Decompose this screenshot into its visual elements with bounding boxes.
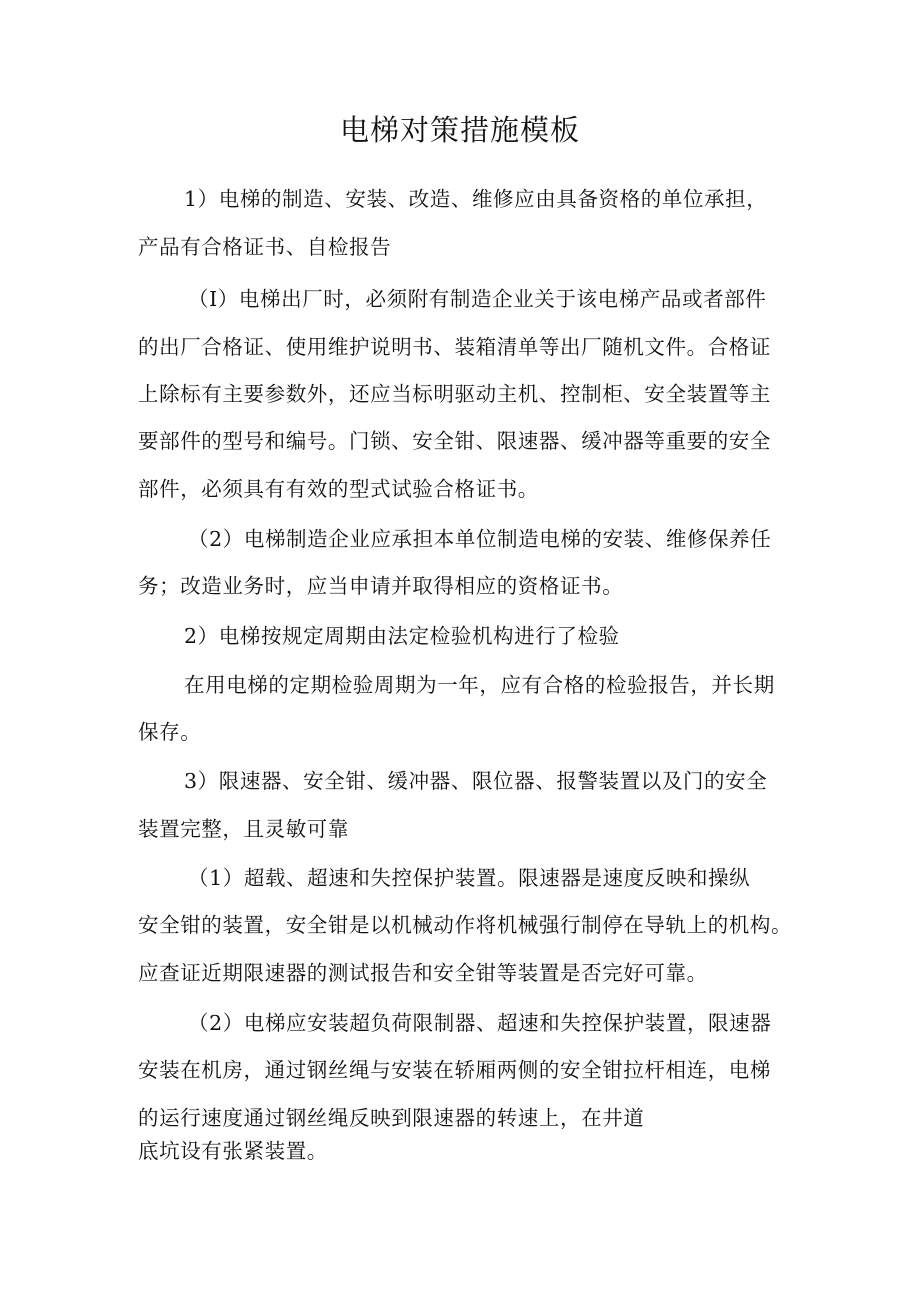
text-line: 的出厂合格证、使用维护说明书、装箱清单等出厂随机文件。合格证	[138, 335, 771, 359]
text-line: 应查证近期限速器的测试报告和安全钳等装置是否完好可靠。	[138, 961, 708, 985]
text-line: 1）电梯的制造、安装、改造、维修应由具备资格的单位承担，	[184, 187, 768, 211]
text-line: （2）电梯制造企业应承担本单位制造电梯的安装、维修保养任	[188, 527, 772, 551]
text-line: 保存。	[138, 720, 202, 744]
document-title: 电梯对策措施模板	[339, 113, 580, 147]
text-line: 要部件的型号和编号。门锁、安全钳、限速器、缓冲器等重要的安全	[138, 429, 771, 453]
text-line: 底坑设有张紧装置。	[138, 1139, 328, 1163]
text-line: （I）电梯出厂时，必须附有制造企业关于该电梯产品或者部件	[188, 287, 767, 311]
text-line: 部件，必须具有有效的型式试验合格证书。	[138, 477, 539, 501]
text-line: 装置完整，且灵敏可靠	[138, 817, 349, 841]
text-line: 的运行速度通过钢丝绳反映到限速器的转速上，在井道	[138, 1106, 645, 1130]
text-line: 产品有合格证书、自检报告	[138, 235, 392, 259]
text-line: 安装在机房，通过钢丝绳与安装在轿厢两侧的安全钳拉杆相连，电梯	[138, 1058, 771, 1082]
text-line: 2）电梯按规定周期由法定检验机构进行了检验	[184, 624, 620, 648]
text-line: （2）电梯应安装超负荷限制器、超速和失控保护装置，限速器	[188, 1011, 772, 1035]
text-line: 上除标有主要参数外，还应当标明驱动主机、控制柜、安全装置等主	[138, 382, 771, 406]
text-line: 在用电梯的定期检验周期为一年，应有合格的检验报告，并长期	[184, 673, 775, 697]
text-line: 3）限速器、安全钳、缓冲器、限位器、报警装置以及门的安全	[184, 769, 768, 793]
text-line: 务；改造业务时，应当申请并取得相应的资格证书。	[138, 574, 624, 598]
text-line: 安全钳的装置，安全钳是以机械动作将机械强行制停在导轨上的机构。	[138, 913, 793, 937]
text-line: （1）超载、超速和失控保护装置。限速器是速度反映和操纵	[188, 866, 751, 890]
